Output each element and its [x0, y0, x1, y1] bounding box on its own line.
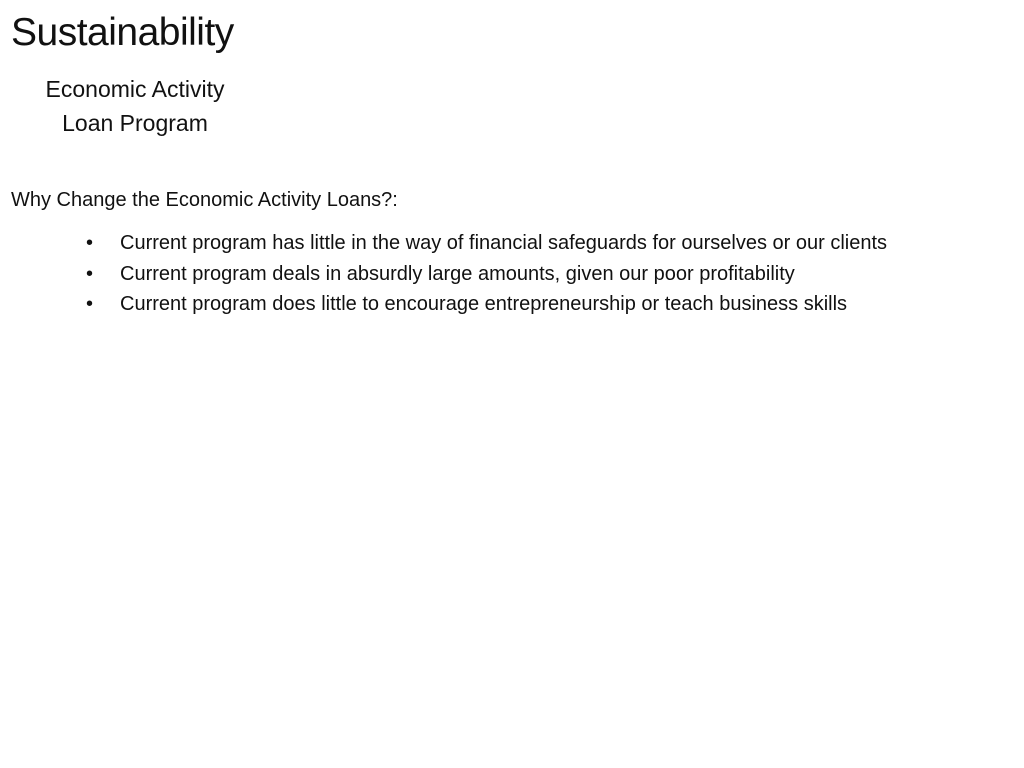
bullet-text: Current program does little to encourage entrepreneurship or teach business skills	[120, 293, 848, 315]
bullet-list	[86, 228, 887, 320]
bullet-text: Current program has little in the way of financial safeguards for ourselves or our clients	[120, 232, 888, 254]
slide-title: Sustainability	[11, 11, 234, 54]
slide-subtitle	[22, 72, 248, 140]
bullet-item	[86, 289, 887, 320]
bullet-icon: •	[86, 232, 94, 254]
bullet-text: Current program deals in absurdly large amounts, given our poor profitability	[120, 262, 795, 285]
bullet-icon: •	[86, 293, 94, 315]
bullet-item	[86, 228, 887, 259]
bullet-icon: •	[86, 262, 94, 285]
bullet-item	[86, 259, 887, 290]
section-heading: Why Change the Economic Activity Loans?:	[11, 189, 398, 211]
subtitle-line: Economic Activity	[45, 76, 225, 102]
subtitle-line: Loan Program	[62, 110, 208, 136]
